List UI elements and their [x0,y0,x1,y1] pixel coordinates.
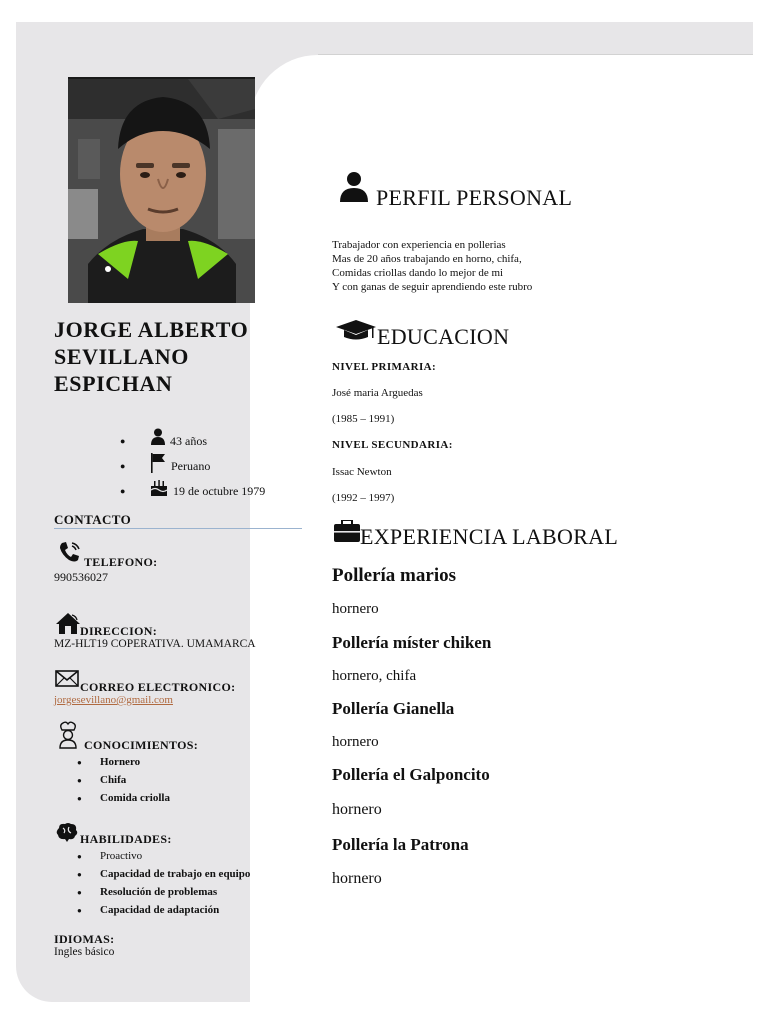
education-level: NIVEL PRIMARIA: [332,361,437,373]
knowledge-list [77,756,170,810]
brain-icon [55,822,79,847]
email-link[interactable]: jorgesevillano@gmail.com [54,694,173,706]
full-name [54,316,248,397]
name-line: SEVILLANO [54,344,189,369]
experience-title: EXPERIENCIA LABORAL [360,524,619,549]
profile-line: Mas de 20 años trabajando en horno, chifa, [332,253,522,265]
profile-summary [332,238,532,294]
education-school: José maria Arguedas [332,387,423,399]
list-item: ● Comida criolla [77,792,170,810]
job-role: hornero [332,870,382,887]
profile-line: Y con ganas de seguir aprendiendo este rubro [332,281,533,293]
phone-label: TELEFONO: [84,555,158,569]
list-item: ● Proactivo [77,850,250,868]
education-school: Issac Newton [332,466,392,478]
profile-photo [68,77,255,303]
skills-list [77,850,250,922]
job-place: Pollería míster chiken [332,633,492,652]
name-line: JORGE ALBERTO [54,317,249,342]
graduation-cap-icon [336,320,376,347]
chef-icon [57,721,79,754]
birthday-cake-icon [150,478,166,496]
profile-line: Trabajador con experiencia en pollerias [332,239,506,251]
skills-label: HABILIDADES: [80,832,172,846]
home-icon [55,611,81,640]
education-years: (1992 – 1997) [332,492,395,504]
job-role: hornero [332,601,379,617]
contact-heading: CONTACTO [54,512,132,527]
list-item: ● Hornero [77,756,170,774]
name-line: ESPICHAN [54,371,173,396]
list-item: ● Resolución de problemas [77,886,250,904]
job-place: Pollería el Galponcito [332,765,490,784]
address-label: DIRECCION: [80,624,158,638]
person-icon [150,428,166,446]
languages-value: Ingles básico [54,946,115,958]
job-place: Pollería Gianella [332,699,455,718]
address-value: MZ-HLT19 COPERATIVA. UMAMARCA [54,638,256,650]
job-place: Pollería la Patrona [332,835,469,854]
job-place: Pollería marios [332,565,456,586]
person-icon [338,171,370,208]
phone-icon [57,540,83,569]
education-title: EDUCACION [377,324,510,349]
list-item: ● Capacidad de adaptación [77,904,250,922]
job-role: hornero [332,801,382,818]
briefcase-icon [334,520,360,547]
top-divider [318,54,753,55]
languages-label: IDIOMAS: [54,932,115,946]
list-item: ● Capacidad de trabajo en equipo [77,868,250,886]
knowledge-label: CONOCIMIENTOS: [84,738,198,752]
education-level: NIVEL SECUNDARIA: [332,439,453,451]
profile-title: PERFIL PERSONAL [376,185,573,210]
profile-line: Comidas criollas dando lo mejor de mi [332,267,504,279]
contact-divider [54,528,302,529]
job-role: hornero, chifa [332,668,417,684]
flag-icon [150,453,166,471]
list-item: ● Chifa [77,774,170,792]
email-label: CORREO ELECTRONICO: [80,680,236,694]
education-years: (1985 – 1991) [332,413,395,425]
job-role: hornero [332,734,379,750]
phone-value: 990536027 [54,570,108,584]
envelope-icon [55,670,79,693]
